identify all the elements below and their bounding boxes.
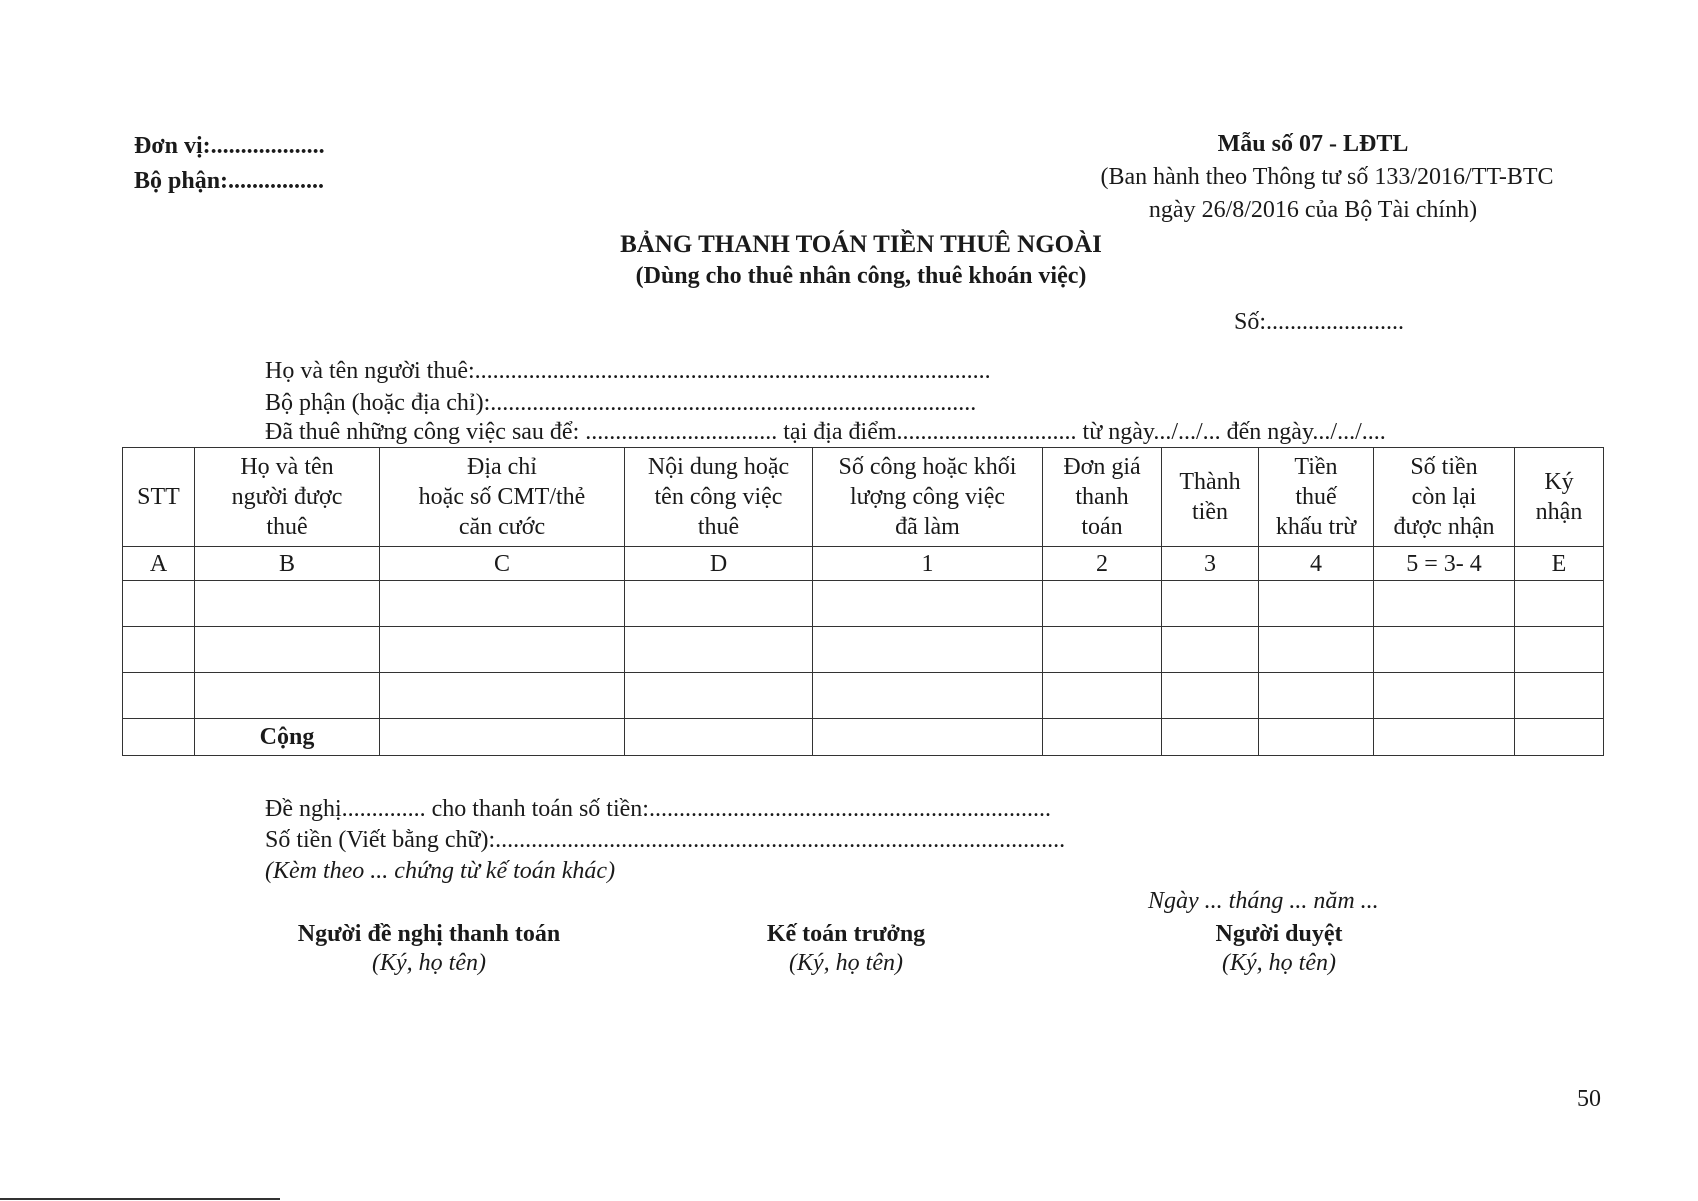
col-header: Ký nhận — [1515, 448, 1604, 547]
signer-requester-note: (Ký, họ tên) — [372, 950, 486, 976]
cell — [195, 627, 380, 673]
cell — [1374, 719, 1515, 756]
document-subtitle: (Dùng cho thuê nhân công, thuê khoán việc) — [635, 263, 1087, 289]
document-title: BẢNG THANH TOÁN TIỀN THUÊ NGOÀI — [620, 231, 1102, 258]
total-label: Cộng — [195, 719, 380, 756]
signer-approver-title: Người duyệt — [1215, 921, 1343, 947]
col-header: STT — [123, 448, 195, 547]
cell — [1043, 581, 1162, 627]
table-row — [123, 581, 1604, 627]
cell — [1162, 581, 1259, 627]
cell — [813, 627, 1043, 673]
cell — [1515, 673, 1604, 719]
col-header: Nội dung hoặc tên công việc thuê — [625, 448, 813, 547]
page-number: 50 — [1577, 1086, 1601, 1112]
cell — [380, 719, 625, 756]
cell — [625, 627, 813, 673]
amount-in-words-field: Số tiền (Viết bằng chữ):............................................................................................... — [265, 827, 1066, 853]
col-code: E — [1515, 547, 1604, 581]
col-code: 4 — [1259, 547, 1374, 581]
cell — [1162, 673, 1259, 719]
cell — [1259, 581, 1374, 627]
col-code: 3 — [1162, 547, 1259, 581]
cell — [380, 673, 625, 719]
payment-table — [122, 447, 1604, 756]
column-code-row — [123, 547, 1604, 581]
cell — [1515, 719, 1604, 756]
signer-requester-title: Người đề nghị thanh toán — [297, 921, 561, 947]
cell — [625, 673, 813, 719]
issued-by-line-2: ngày 26/8/2016 của Bộ Tài chính) — [1148, 197, 1478, 223]
cell — [123, 673, 195, 719]
work-description-field: Đã thuê những công việc sau để: ................................ tại địa điểm.............................. từ ngày.../.../... đến ngày.../.../.... — [265, 419, 1386, 445]
cell — [625, 719, 813, 756]
col-code: 2 — [1043, 547, 1162, 581]
cell — [1515, 581, 1604, 627]
col-header: Số tiền còn lại được nhận — [1374, 448, 1515, 547]
cell — [1043, 627, 1162, 673]
cell — [380, 627, 625, 673]
cell — [1162, 627, 1259, 673]
attachments-note: (Kèm theo ... chứng từ kế toán khác) — [265, 858, 616, 884]
cell — [1043, 719, 1162, 756]
col-code: 5 = 3- 4 — [1374, 547, 1515, 581]
table-row — [123, 673, 1604, 719]
cell — [123, 627, 195, 673]
signer-chief-accountant-title: Kế toán trưởng — [766, 921, 926, 947]
payment-request-field: Đề nghị.............. cho thanh toán số tiền:................................................................... — [265, 796, 1051, 822]
table-row — [123, 627, 1604, 673]
cell — [123, 581, 195, 627]
col-header: Địa chỉ hoặc số CMT/thẻ căn cước — [380, 448, 625, 547]
unit-field: Đơn vị:................... — [134, 133, 325, 159]
col-header: Thành tiền — [1162, 448, 1259, 547]
date-line: Ngày ... tháng ... năm ... — [1148, 888, 1379, 914]
cell — [123, 719, 195, 756]
col-header: Họ và tên người được thuê — [195, 448, 380, 547]
cell — [1374, 581, 1515, 627]
cell — [1043, 673, 1162, 719]
renter-department-field: Bộ phận (hoặc địa chỉ):................................................................................. — [265, 390, 977, 416]
col-header: Số công hoặc khối lượng công việc đã làm — [813, 448, 1043, 547]
col-code: C — [380, 547, 625, 581]
col-header: Đơn giá thanh toán — [1043, 448, 1162, 547]
form-number: Mẫu số 07 - LĐTL — [1217, 131, 1409, 157]
signer-approver-note: (Ký, họ tên) — [1222, 950, 1336, 976]
col-code: A — [123, 547, 195, 581]
cell — [1374, 673, 1515, 719]
table-header-row — [123, 448, 1604, 547]
cell — [195, 673, 380, 719]
cell — [1515, 627, 1604, 673]
col-code: D — [625, 547, 813, 581]
cell — [1259, 719, 1374, 756]
col-code: 1 — [813, 547, 1043, 581]
cell — [1259, 627, 1374, 673]
cell — [380, 581, 625, 627]
cell — [625, 581, 813, 627]
document-number: Số:....................... — [1234, 309, 1405, 335]
renter-name-field: Họ và tên người thuê:...................................................................................... — [265, 358, 991, 384]
cell — [813, 673, 1043, 719]
cell — [1259, 673, 1374, 719]
department-field: Bộ phận:................ — [134, 168, 325, 194]
col-code: B — [195, 547, 380, 581]
cell — [1374, 627, 1515, 673]
cell — [1162, 719, 1259, 756]
cell — [813, 581, 1043, 627]
cell — [195, 581, 380, 627]
signer-chief-accountant-note: (Ký, họ tên) — [789, 950, 903, 976]
col-header: Tiền thuế khấu trừ — [1259, 448, 1374, 547]
footer-rule — [0, 1198, 280, 1200]
cell — [813, 719, 1043, 756]
issued-by-line-1: (Ban hành theo Thông tư số 133/2016/TT-BTC — [1100, 164, 1554, 190]
total-row — [123, 719, 1604, 756]
